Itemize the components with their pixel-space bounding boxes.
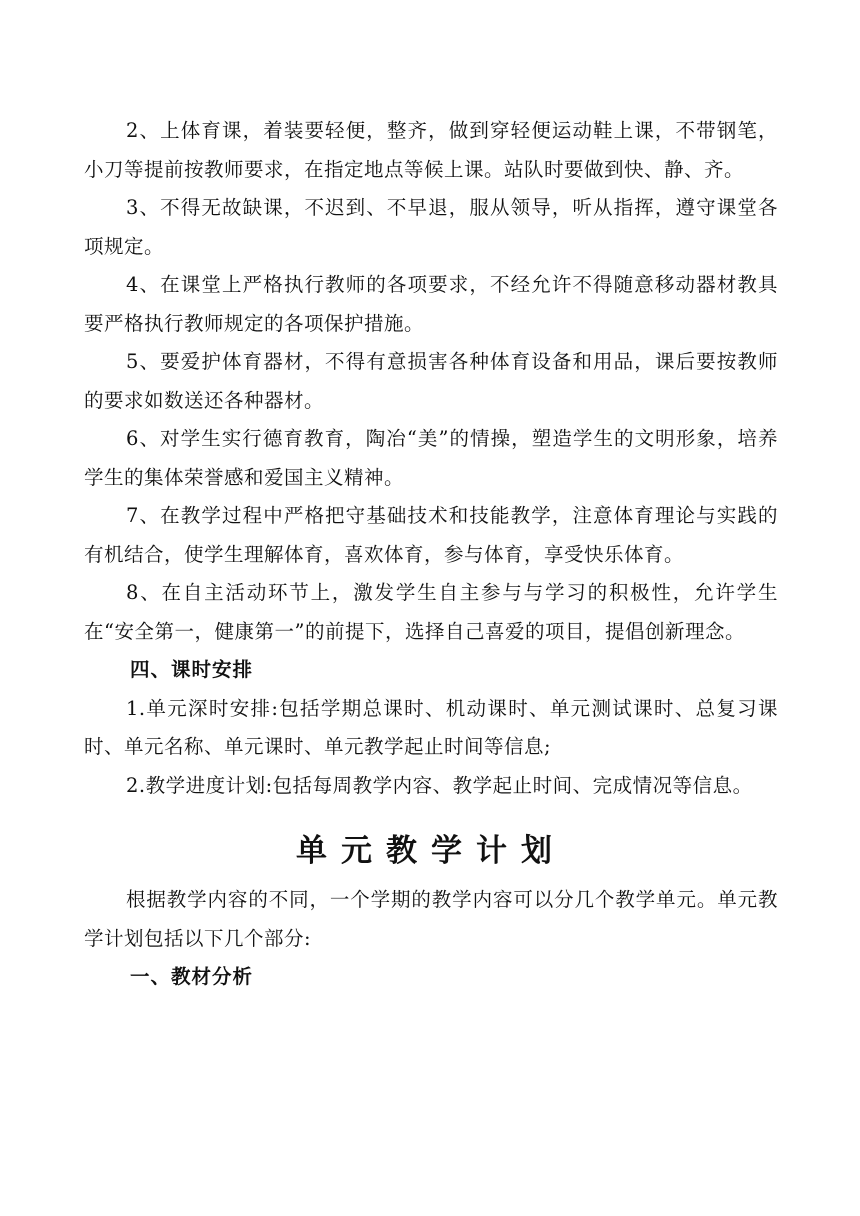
schedule-item-1: 1.单元深时安排:包括学期总课时、机动课时、单元测试课时、总复习课时、单元名称、单元课时、单元教学起止时间等信息; xyxy=(84,696,778,758)
section-heading-schedule: 四、课时安排 xyxy=(130,658,254,681)
rule-paragraph-2: 2、上体育课，着装要轻便，整齐，做到穿轻便运动鞋上课，不带钢笔，小刀等提前按教师要求，在指定地点等候上课。站队时要做到快、静、齐。 xyxy=(84,119,778,181)
rule-paragraph-6: 6、对学生实行德育教育，陶冶“美”的情操，塑造学生的文明形象，培养学生的集体荣誉感和爱国主义精神。 xyxy=(84,427,778,489)
schedule-item-2: 2.教学进度计划:包括每周教学内容、教学起止时间、完成情况等信息。 xyxy=(126,773,753,797)
rule-paragraph-3: 3、不得无故缺课，不迟到、不早退，服从领导，听从指挥，遵守课堂各项规定。 xyxy=(84,196,778,258)
unit-plan-intro: 根据教学内容的不同，一个学期的教学内容可以分几个教学单元。单元教学计划包括以下几个部分: xyxy=(84,888,778,950)
document-page xyxy=(84,112,778,997)
rule-paragraph-5: 5、要爱护体育器材，不得有意损害各种体育设备和用品，课后要按教师的要求如数送还各种器材。 xyxy=(84,350,778,412)
unit-plan-title: 单元教学计划 xyxy=(296,833,566,869)
rule-paragraph-4: 4、在课堂上严格执行教师的各项要求，不经允许不得随意移动器材教具要严格执行教师规定的各项保护措施。 xyxy=(84,273,778,335)
rule-paragraph-8: 8、在自主活动环节上，激发学生自主参与与学习的积极性，允许学生在“安全第一，健康第一”的前提下，选择自己喜爱的项目，提倡创新理念。 xyxy=(84,581,778,643)
section-heading-textbook-analysis: 一、教材分析 xyxy=(130,965,254,988)
rule-paragraph-7: 7、在教学过程中严格把守基础技术和技能教学，注意体育理论与实践的有机结合，使学生理解体育，喜欢体育，参与体育，享受快乐体育。 xyxy=(84,504,778,566)
